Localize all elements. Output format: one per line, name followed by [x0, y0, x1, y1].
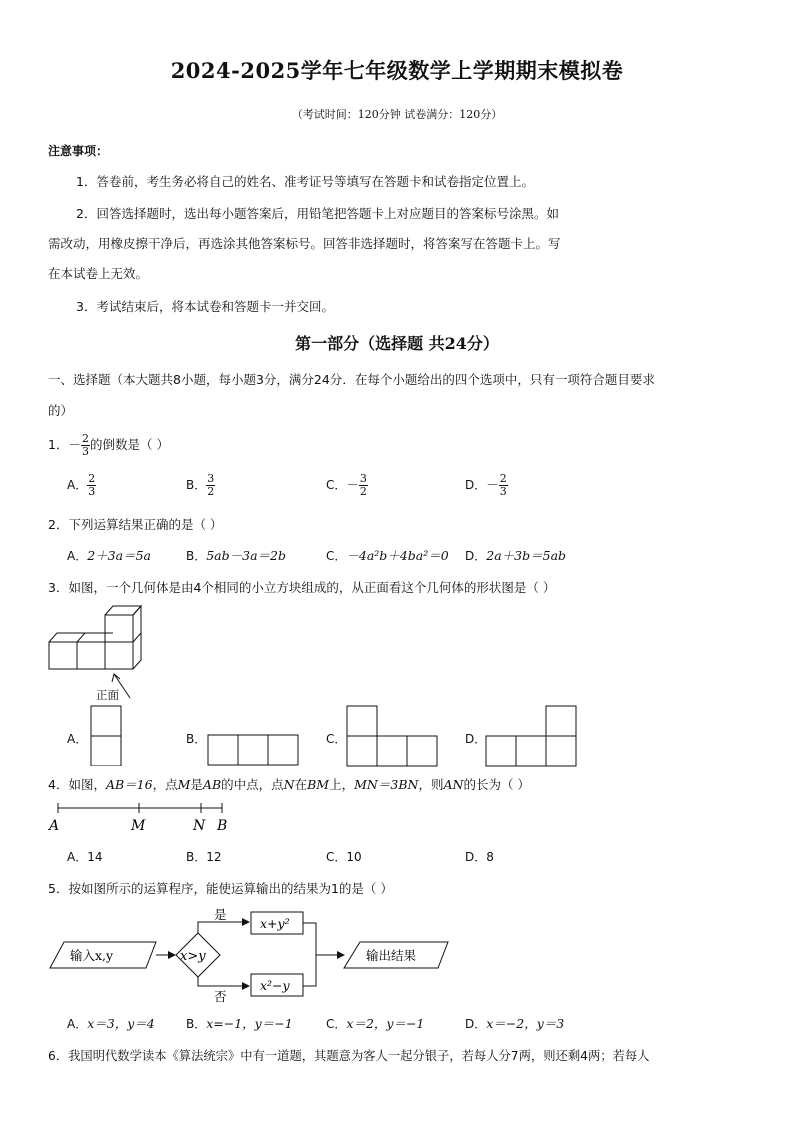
q1-option-b[interactable] [186, 470, 215, 500]
q5-bottom-box-text: x²−y [260, 978, 290, 993]
q1-b-num: 3 [207, 472, 215, 485]
q2-option-c[interactable] [326, 546, 449, 564]
q5-a-expr: x＝3，y＝4 [87, 1016, 155, 1031]
page-title: 2024-2025学年七年级数学上学期期末模拟卷 [170, 58, 624, 83]
question-1 [48, 430, 169, 460]
q1-option-d[interactable] [465, 470, 508, 500]
question-2: 2．下列运算结果正确的是（ ） [48, 517, 223, 532]
q1-c-num: 3 [359, 472, 367, 485]
q5-d-label: D． [465, 1017, 487, 1031]
q5-c-expr: x＝2，y＝−1 [346, 1016, 425, 1031]
q4-label-n: N [193, 818, 206, 834]
q2-option-a[interactable] [67, 546, 151, 564]
q5-yes-text: 是 [214, 907, 227, 922]
q1-fraction [81, 433, 90, 458]
notice-item-2-line3: 在本试卷上无效。 [48, 266, 149, 281]
q1-d-sign: － [486, 477, 499, 492]
q5-option-c[interactable] [326, 1014, 424, 1032]
q1-c-label: C． [326, 478, 347, 492]
q2-d-label: D． [465, 549, 487, 563]
q4-option-b[interactable]: B．12 [186, 850, 222, 864]
q4-point-n: N [283, 777, 295, 792]
q1-a-frac [87, 473, 96, 498]
q3-option-b-figure[interactable] [206, 733, 302, 767]
q5-output-text: 输出结果 [366, 948, 417, 963]
q2-option-b[interactable] [186, 546, 286, 564]
q5-no-text: 否 [214, 989, 227, 1004]
q5-b-label: B． [186, 1017, 207, 1031]
q2-d-expr: 2a＋3b＝5ab [486, 548, 567, 563]
q1-option-c[interactable] [326, 470, 368, 500]
q1-a-den: 3 [88, 485, 96, 498]
notice-item-1: 1．答卷前，考生务必将自己的姓名、准考证号等填写在答题卡和试卷指定位置上。 [76, 174, 534, 189]
q1-a-label: A． [67, 478, 88, 492]
q5-top-box-text: x+y² [260, 916, 290, 931]
q5-flowchart [44, 902, 464, 1006]
q3-option-c-label[interactable]: C． [326, 732, 347, 746]
q4-label-b: B [217, 818, 228, 834]
q4-text-7: ，则 [418, 777, 444, 792]
q1-frac-num: 2 [81, 432, 89, 445]
notice-item-2-line2: 需改动，用橡皮擦干净后，再选涂其他答案标号。回答非选择题时，将答案写在答题卡上。写 [48, 236, 561, 251]
notice-item-3: 3．考试结束后，将本试卷和答题卡一并交回。 [76, 299, 334, 314]
q4-text-8: 的长为（ ） [463, 777, 530, 792]
q4-text-6: 上， [329, 777, 355, 792]
q1-frac-den: 3 [81, 445, 89, 458]
q4-cond-2: MN＝3BN [354, 777, 419, 792]
section-desc-line2: 的） [48, 403, 74, 418]
q1-c-frac [359, 473, 368, 498]
q1-d-label: D． [465, 478, 487, 492]
q1-a-num: 2 [88, 472, 96, 485]
q3-option-c-figure[interactable] [345, 704, 441, 768]
q2-b-expr: 5ab－3a＝2b [206, 548, 287, 563]
q4-text-2: ，点 [152, 777, 178, 792]
q4-label-m: M [131, 818, 146, 834]
q1-c-den: 2 [359, 485, 367, 498]
question-4 [48, 775, 530, 793]
notice-heading: 注意事项： [48, 144, 109, 158]
q5-c-label: C． [326, 1017, 347, 1031]
q4-option-d[interactable]: D．8 [465, 850, 494, 864]
q5-b-expr: x=−1，y＝−1 [206, 1016, 293, 1031]
q4-seg-ab: AB [202, 777, 222, 792]
q2-a-label: A． [67, 549, 88, 563]
q1-b-label: B． [186, 478, 207, 492]
q4-option-a[interactable]: A．14 [67, 850, 103, 864]
q5-input-text: 输入x,y [70, 948, 114, 963]
q4-line-segment [44, 800, 244, 836]
q3-option-b-label[interactable]: B． [186, 732, 207, 746]
q4-label-a: A [49, 818, 60, 834]
q3-option-d-label[interactable]: D． [465, 732, 487, 746]
q5-option-a[interactable] [67, 1014, 155, 1032]
q5-d-expr: x＝−2，y＝3 [486, 1016, 565, 1031]
question-5: 5．按如图所示的运算程序，能使运算输出的结果为1的是（ ） [48, 881, 393, 896]
q3-front-label: 正面 [96, 688, 119, 702]
q4-point-m: M [177, 777, 191, 792]
q1-b-den: 2 [207, 485, 215, 498]
q1-d-num: 2 [499, 472, 507, 485]
q4-text-3: 是 [190, 777, 203, 792]
q5-cond-text: x>y [180, 949, 206, 964]
q3-option-a-label[interactable]: A． [67, 732, 88, 746]
question-3: 3．如图，一个几何体是由4个相同的小立方块组成的，从正面看这个几何体的形状图是（ ） [48, 580, 556, 595]
section-desc-line1: 一、选择题（本大题共8小题，每小题3分，满分24分．在每个小题给出的四个选项中，只有一项符合题目要求 [48, 372, 655, 387]
q5-option-b[interactable] [186, 1014, 293, 1032]
q2-c-expr: －4a²b＋4ba²＝0 [346, 548, 449, 563]
q5-option-d[interactable] [465, 1014, 564, 1032]
q1-d-den: 3 [499, 485, 507, 498]
q4-cond-1: AB＝16 [105, 777, 153, 792]
q2-a-expr: 2＋3a＝5a [87, 548, 151, 563]
q1-b-frac [206, 473, 215, 498]
q4-option-c[interactable]: C．10 [326, 850, 362, 864]
q5-a-label: A． [67, 1017, 88, 1031]
notice-item-2-line1: 2．回答选择题时，选出每小题答案后，用铅笔把答题卡上对应题目的答案标号涂黑。如 [76, 206, 559, 221]
q3-option-a-figure[interactable] [88, 704, 124, 766]
q4-text-5: 在 [294, 777, 308, 792]
question-6: 6．我国明代数学读本《算法统宗》中有一道题，其题意为客人一起分银子，若每人分7两，则还剩4两；若每人 [48, 1049, 650, 1063]
q4-seg-bm: BM [307, 777, 330, 792]
q1-option-a[interactable] [67, 470, 96, 500]
q4-text-1: 4．如图， [48, 777, 106, 792]
q3-option-d-figure[interactable] [484, 704, 580, 768]
q4-seg-an: AN [443, 777, 464, 792]
q2-c-label: C． [326, 549, 347, 563]
q2-b-label: B． [186, 549, 207, 563]
q1-neg: － [68, 437, 81, 452]
q1-d-frac [499, 473, 508, 498]
q1-c-sign: － [346, 477, 359, 492]
q1-text: 的倒数是（ ） [89, 437, 169, 452]
q1-number: 1． [48, 437, 69, 452]
q2-option-d[interactable] [465, 546, 566, 564]
section-title: 第一部分（选择题 共24分） [295, 334, 499, 353]
exam-info: （考试时间：120分钟 试卷满分：120分） [291, 108, 503, 121]
q4-text-4: 的中点，点 [221, 777, 284, 792]
